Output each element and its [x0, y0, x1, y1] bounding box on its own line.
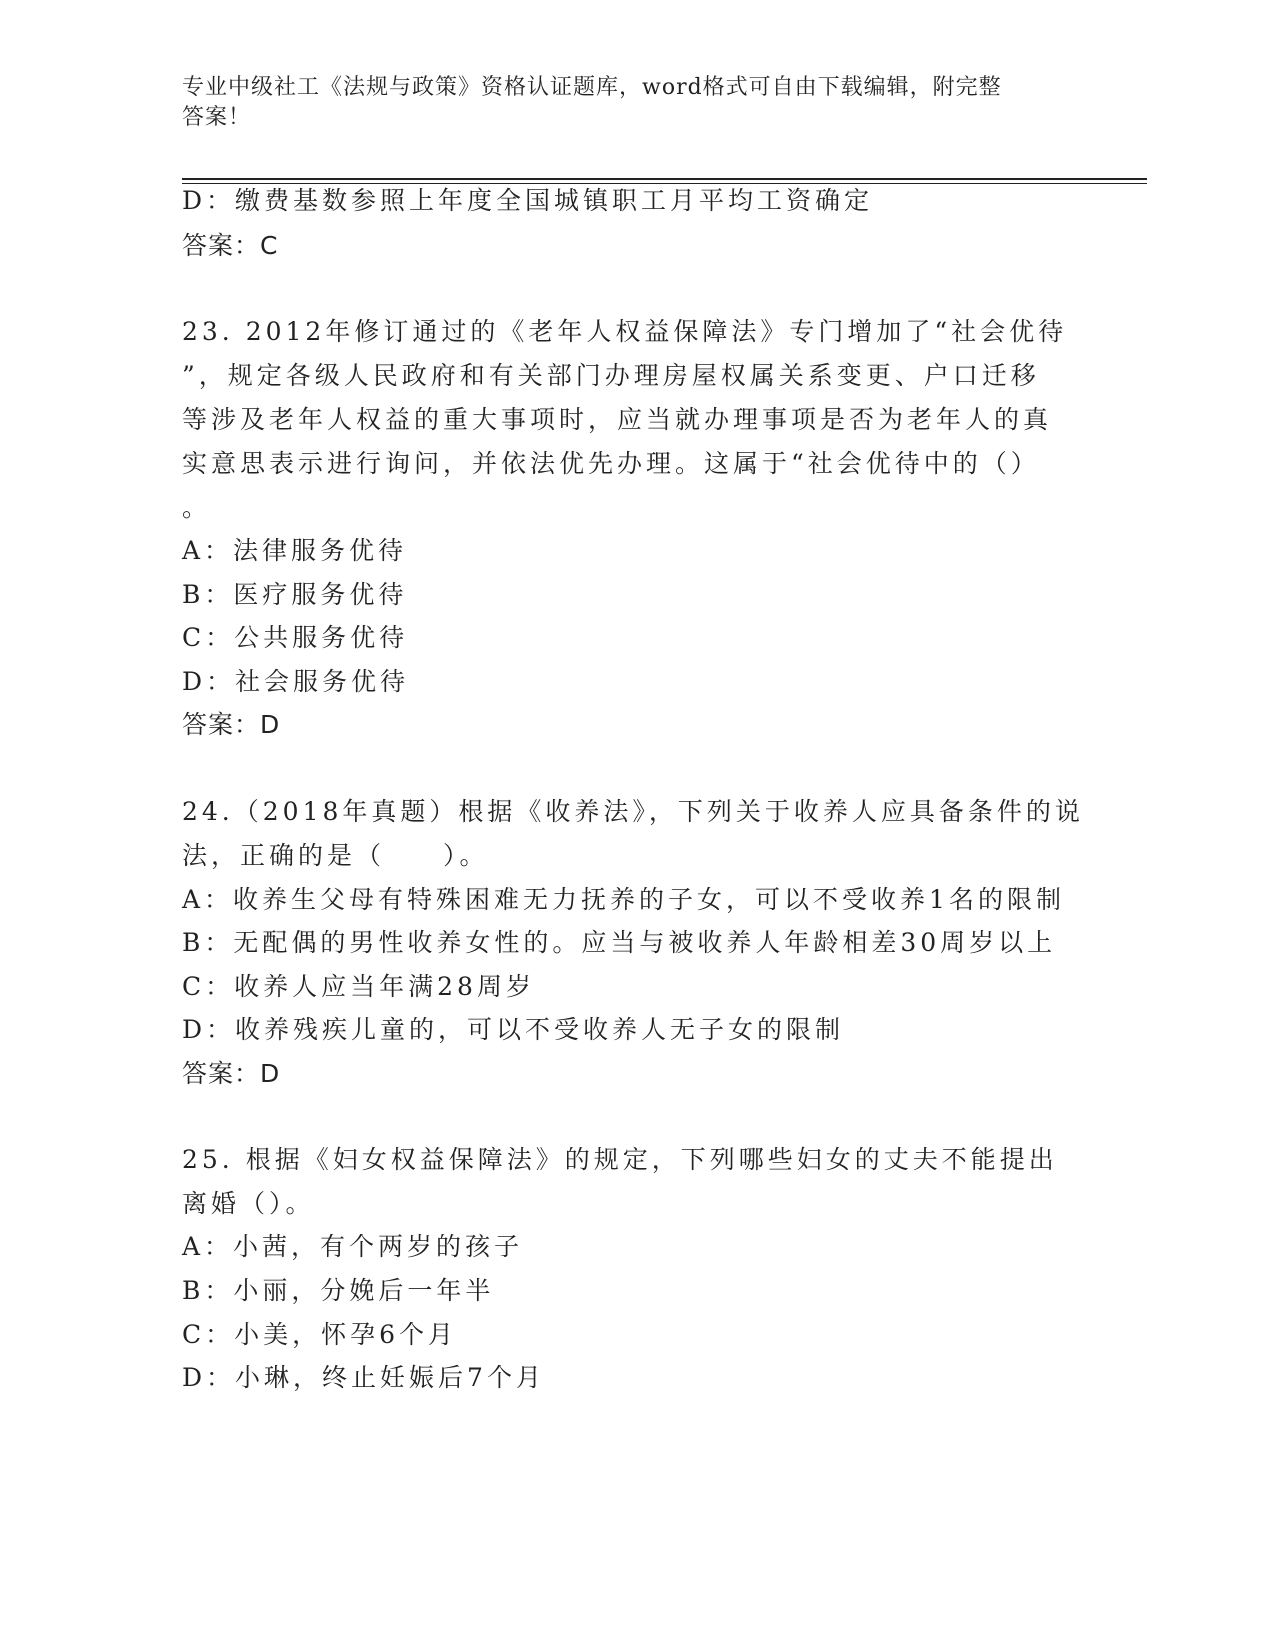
- document-header: [182, 73, 1062, 133]
- q23-text-line-2: ”，规定各级人民政府和有关部门办理房屋权属关系变更、户口迁移: [182, 361, 1040, 390]
- q23-option-a: A：法律服务优待: [182, 536, 408, 565]
- q23-text-line-5: 。: [182, 493, 212, 522]
- q24-answer: 答案：D: [182, 1059, 281, 1088]
- q25-text-line-2: 离婚（）。: [182, 1189, 315, 1218]
- header-line-1: 专业中级社工《法规与政策》资格认证题库，word格式可自由下载编辑，附完整: [182, 75, 1002, 100]
- q24-option-a: A：收养生父母有特殊困难无力抚养的子女，可以不受收养1名的限制: [182, 885, 1065, 914]
- q23-text-line-3: 等涉及老年人权益的重大事项时，应当就办理事项是否为老年人的真: [182, 405, 1053, 434]
- q23-option-b: B：医疗服务优待: [182, 580, 408, 609]
- q23-option-c: C：公共服务优待: [182, 623, 409, 652]
- q23-answer: 答案：D: [182, 710, 281, 739]
- q24-text-line-2: 法，正确的是（ ）。: [182, 841, 489, 870]
- header-divider-thin: [182, 183, 1147, 184]
- q25-option-d: D：小琳，终止妊娠后7个月: [182, 1363, 545, 1392]
- q22-answer: 答案：C: [182, 231, 279, 260]
- q25-option-c: C：小美，怀孕6个月: [182, 1320, 458, 1349]
- q24-option-c: C：收养人应当年满28周岁: [182, 972, 535, 1001]
- header-divider-thick: [182, 178, 1147, 180]
- q22-option-d: D：缴费基数参照上年度全国城镇职工月平均工资确定: [182, 186, 874, 215]
- header-line-2: 答案！: [182, 105, 252, 130]
- q24-text-line-1: 24.（2018年真题）根据《收养法》，下列关于收养人应具备条件的说: [182, 797, 1084, 826]
- q25-text-line-1: 25. 根据《妇女权益保障法》的规定，下列哪些妇女的丈夫不能提出: [182, 1145, 1058, 1174]
- q25-option-b: B：小丽，分娩后一年半: [182, 1276, 495, 1305]
- q23-text-line-4: 实意思表示进行询问，并依法优先办理。这属于“社会优待中的（）: [182, 449, 1040, 478]
- q24-option-d: D：收养残疾儿童的，可以不受收养人无子女的限制: [182, 1015, 845, 1044]
- q25-option-a: A：小茜，有个两岁的孩子: [182, 1232, 524, 1261]
- q23-text-line-1: 23. 2012年修订通过的《老年人权益保障法》专门增加了“社会优待: [182, 317, 1068, 346]
- q24-option-b: B：无配偶的男性收养女性的。应当与被收养人年龄相差30周岁以上: [182, 928, 1057, 957]
- q23-option-d: D：社会服务优待: [182, 667, 410, 696]
